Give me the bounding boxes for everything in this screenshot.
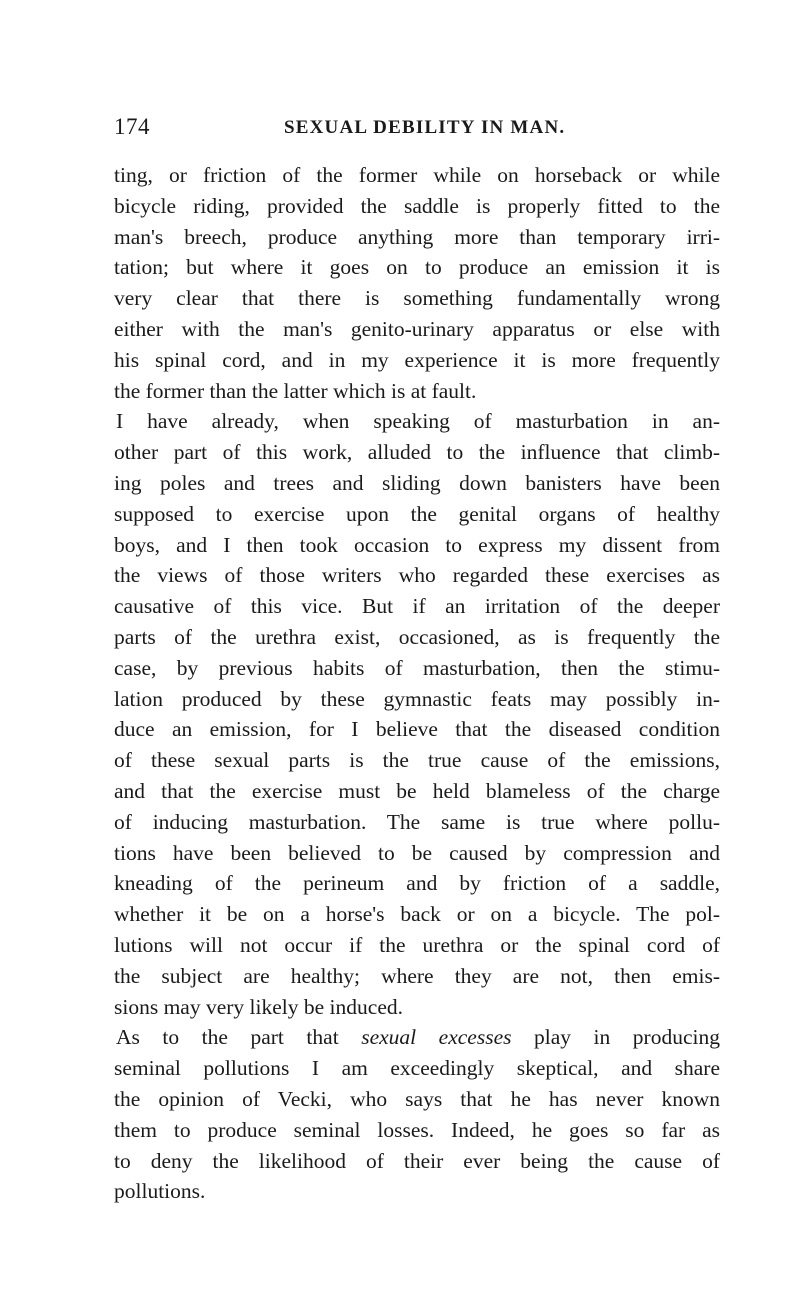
text-line: the former than the latter which is at fault. [114,378,477,403]
text-line: I have already, when speaking of masturbation in an- [116,409,720,434]
italic-phrase: sexual excesses [361,1025,512,1050]
text-line [114,1022,720,1053]
text-line: ting, or friction of the former while on horseback or while [114,163,720,187]
text-line: case, by previous habits of masturbation, then the stimu- [114,655,720,680]
text-line: tions have been believed to be caused by compression and [114,840,720,865]
page-number: 174 [114,114,150,139]
text-line: man's breech, produce anything more than temporary irri- [114,224,720,249]
text-line: very clear that there is something fundamentally wrong [114,286,720,311]
running-title: SEXUAL DEBILITY IN MAN. [284,117,566,138]
paragraph-2 [114,406,720,1022]
text-line: other part of this work, alluded to the influence that climb- [114,440,720,465]
text-line: his spinal cord, and in my experience it is more frequently [114,347,720,372]
text-line: bicycle riding, provided the saddle is properly fitted to the [114,193,720,218]
text-line: seminal pollutions I am exceedingly skeptical, and share [114,1056,720,1081]
text-line: kneading of the perineum and by friction of a saddle, [114,871,720,896]
text-run: As to the part that [116,1025,362,1050]
text-line: pollutions. [114,1179,206,1204]
paragraph-3 [114,1022,720,1207]
text-line: supposed to exercise upon the genital organs of healthy [114,501,720,526]
text-line: lation produced by these gymnastic feats may possibly in- [114,686,720,711]
text-line: ing poles and trees and sliding down banisters have been [114,470,720,495]
text-line: duce an emission, for I believe that the diseased condition [114,717,720,742]
text-line: causative of this vice. But if an irritation of the deeper [114,594,720,619]
text-line: boys, and I then took occasion to express my dissent from [114,532,720,557]
text-line: and that the exercise must be held blameless of the charge [114,778,720,803]
text-run: play in producing [511,1025,720,1050]
text-line: the views of those writers who regarded these exercises as [114,563,720,588]
text-line: the opinion of Vecki, who says that he has never known [114,1086,720,1111]
text-line: parts of the urethra exist, occasioned, as is frequently the [114,624,720,649]
text-line: tation; but where it goes on to produce an emission it is [114,255,720,280]
paragraph-1 [114,160,720,406]
text-line: either with the man's genito-urinary apparatus or else with [114,316,720,341]
text-line: to deny the likelihood of their ever being the cause of [114,1148,720,1173]
text-line: of inducing masturbation. The same is true where pollu- [114,809,720,834]
running-head [114,114,720,144]
text-line: whether it be on a horse's back or on a bicycle. The pol- [114,902,720,927]
body-text [114,160,720,1207]
text-line: of these sexual parts is the true cause of the emissions, [114,748,720,773]
text-line: the subject are healthy; where they are not, then emis- [114,963,720,988]
text-line: them to produce seminal losses. Indeed, he goes so far as [114,1117,720,1142]
text-line: lutions will not occur if the urethra or the spinal cord of [114,932,720,957]
text-line: sions may very likely be induced. [114,994,403,1019]
